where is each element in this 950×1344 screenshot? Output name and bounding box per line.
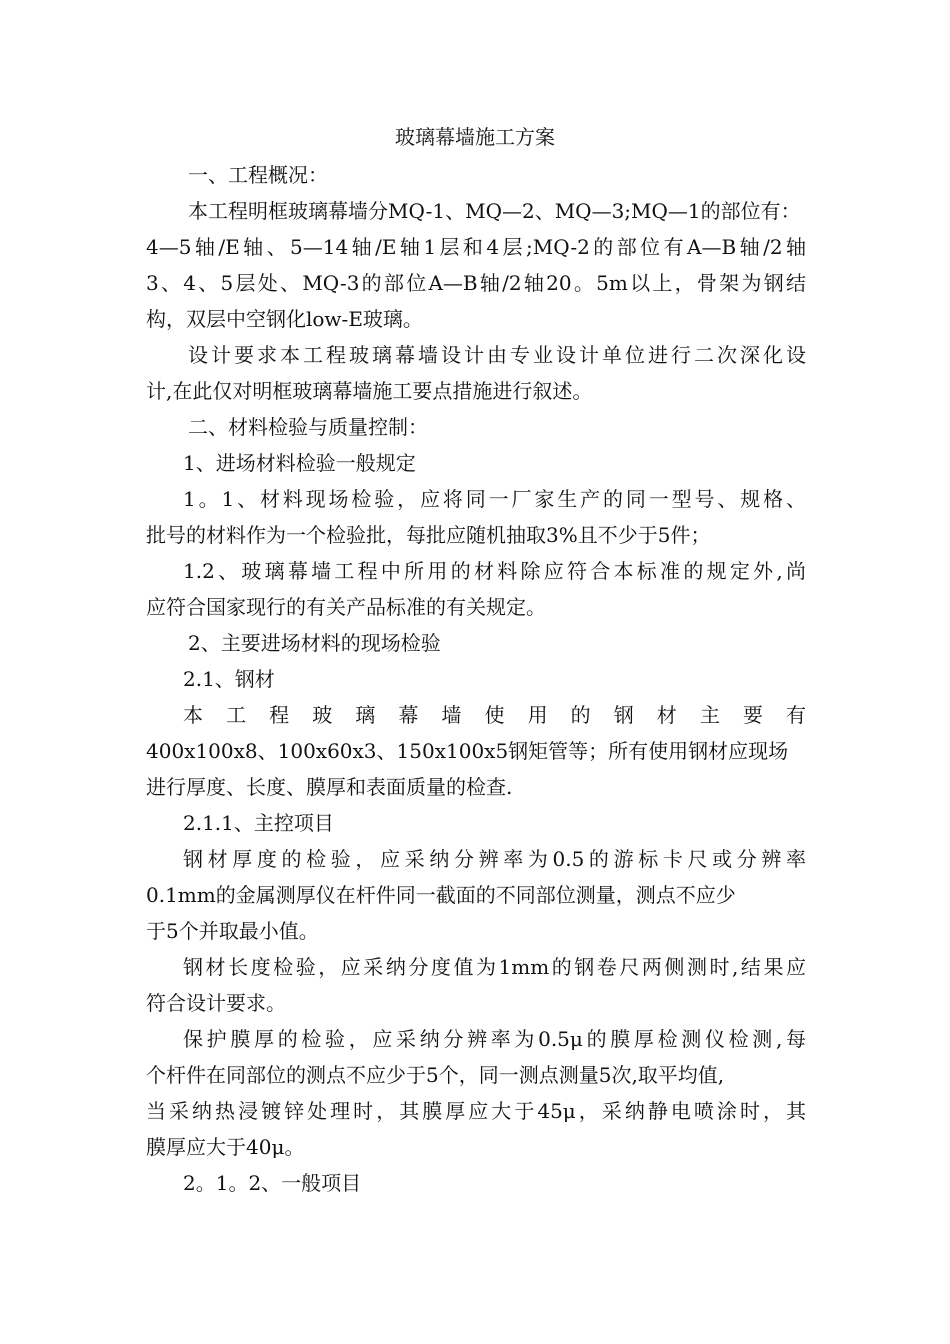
subsection-heading: 2。1。2、一般项目 <box>183 1171 362 1195</box>
text-line: 批号的材料作为一个检验批，每批应随机抽取3%且不少于5件； <box>146 523 711 547</box>
text-line: 一、工程概况： <box>188 163 328 187</box>
text-line: 应符合国家现行的有关产品标准的有关规定。 <box>146 595 546 619</box>
subsection-heading: 2.1.1、主控项目 <box>183 811 334 835</box>
subsection-heading: 1、进场材料检验一般规定 <box>183 451 416 475</box>
document-title: 玻璃幕墙施工方案 <box>395 125 555 149</box>
text-line: 符合设计要求。 <box>146 991 286 1015</box>
text-line: 本工程玻璃幕墙使用的钢材主要有 <box>183 703 806 727</box>
text-line: 1.2、玻璃幕墙工程中所用的材料除应符合本标准的规定外,尚 <box>183 559 806 583</box>
text-line: 个杆件在同部位的测点不应少于5个，同一测点测量5次,取平均值, <box>146 1063 725 1087</box>
text-line: 保护膜厚的检验，应采纳分辨率为0.5μ的膜厚检测仪检测,每 <box>183 1027 806 1051</box>
text-line: 1。1、材料现场检验，应将同一厂家生产的同一型号、规格、 <box>183 487 806 511</box>
text-line: 膜厚应大于40μ。 <box>146 1135 305 1159</box>
text-line: 3、4、5层处、MQ-3的部位A—B轴/2轴20。5m以上，骨架为钢结 <box>146 271 806 295</box>
text-line: 构，双层中空钢化low-E玻璃。 <box>146 307 423 331</box>
text-line: 本工程明框玻璃幕墙分MQ-1、MQ—2、MQ—3;MQ—1的部位有： <box>188 199 801 223</box>
text-line: 当采纳热浸镀锌处理时，其膜厚应大于45μ，采纳静电喷涂时，其 <box>146 1099 806 1123</box>
text-line: 进行厚度、长度、膜厚和表面质量的检查. <box>146 775 513 799</box>
text-line: 400x100x8、100x60x3、150x100x5钢矩管等；所有使用钢材应现场 <box>146 739 789 763</box>
text-line: 0.1mm的金属测厚仪在杆件同一截面的不同部位测量，测点不应少 <box>146 883 736 907</box>
subsection-heading: 2.1、钢材 <box>183 667 275 691</box>
text-line: 设计要求本工程玻璃幕墙设计由专业设计单位进行二次深化设 <box>188 343 806 367</box>
text-line: 钢材厚度的检验，应采纳分辨率为0.5的游标卡尺或分辨率 <box>183 847 806 871</box>
section-heading: 二、材料检验与质量控制： <box>188 415 428 439</box>
subsection-heading: 2、主要进场材料的现场检验 <box>188 631 441 655</box>
text-line: 于5个并取最小值。 <box>146 919 319 943</box>
text-line: 钢材长度检验，应采纳分度值为1mm的钢卷尺两侧测时,结果应 <box>183 955 806 979</box>
text-line: 4—5轴/E轴、5—14轴/E轴1层和4层;MQ-2的部位有A—B轴/2轴 <box>146 235 806 259</box>
text-line: 计,在此仅对明框玻璃幕墙施工要点措施进行叙述。 <box>146 379 593 403</box>
